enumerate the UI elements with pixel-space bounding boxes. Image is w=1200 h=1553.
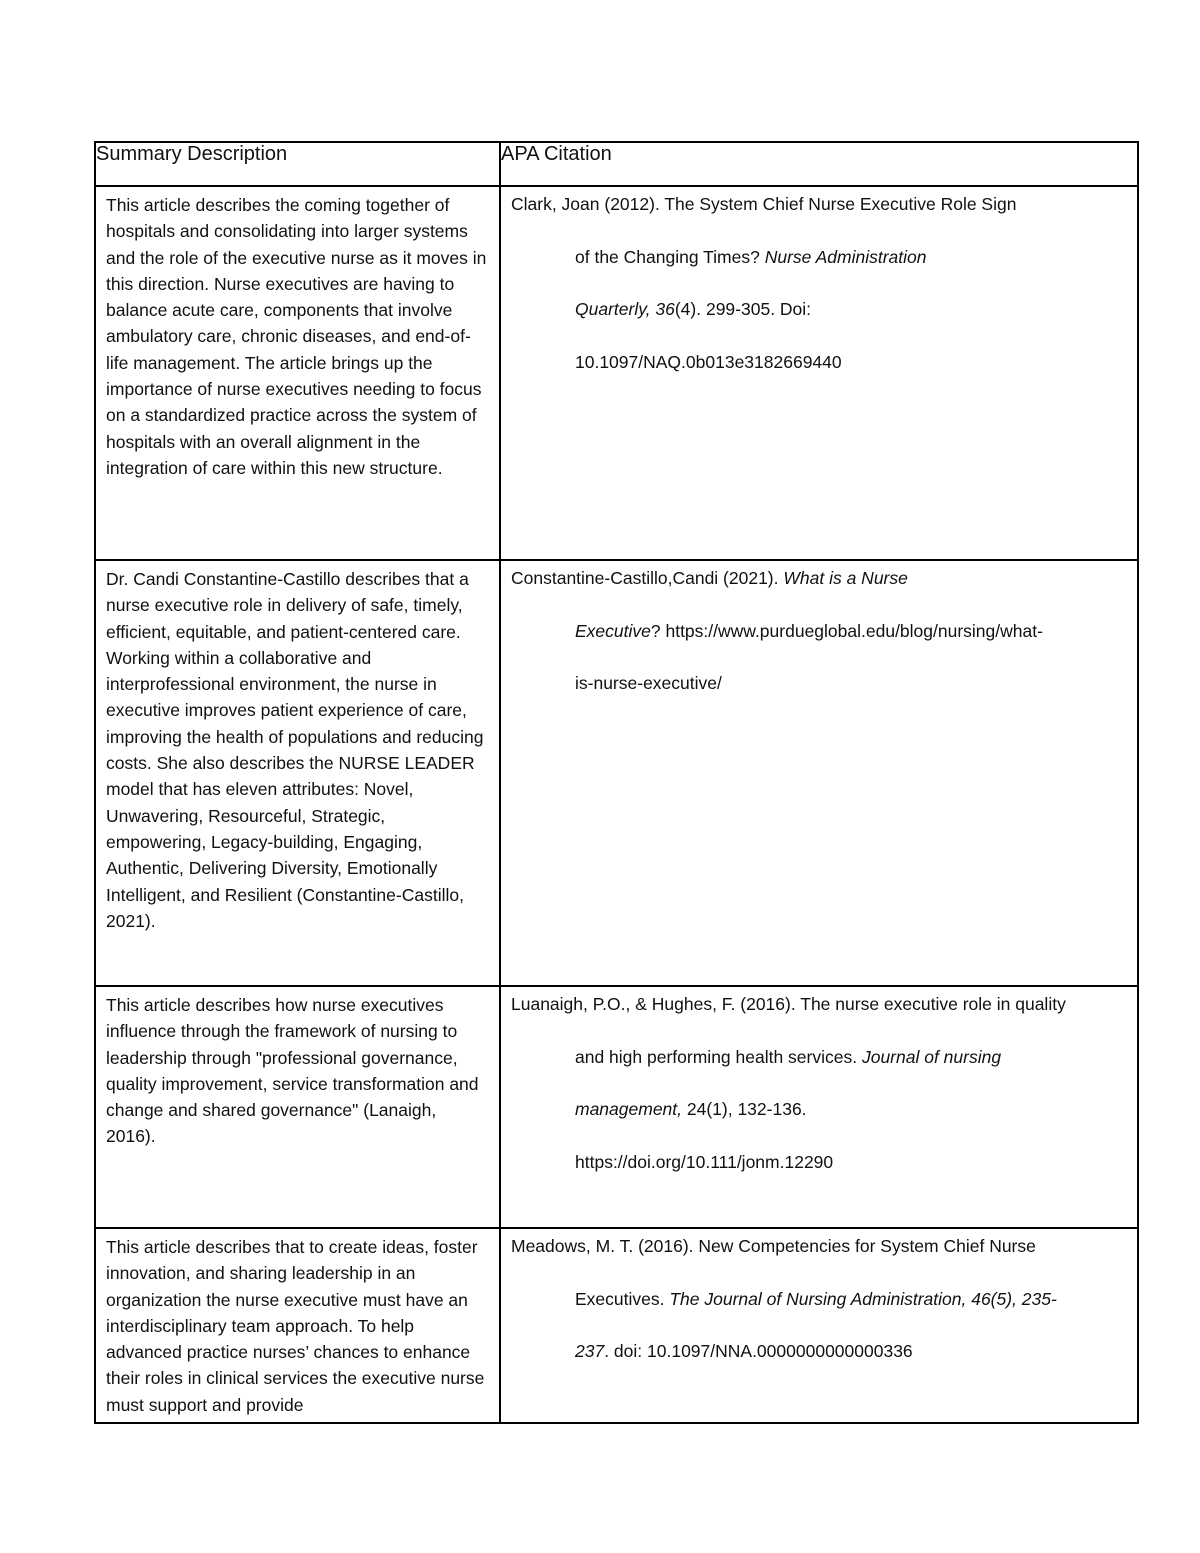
citation-url: is-nurse-executive/ bbox=[575, 673, 722, 693]
summary-cell bbox=[95, 186, 500, 560]
citation-line: Executive? https://www.purdueglobal.edu/blog/nursing/what- bbox=[575, 620, 1043, 641]
citation-line: Quarterly, 36(4). 299-305. Doi: bbox=[575, 299, 812, 319]
citation-cell bbox=[500, 560, 1138, 986]
citation-text bbox=[501, 1220, 1137, 1378]
summary-text: This article describes the coming together of hospitals and consolidating into larger systems and the role of the executive nurse as it moves in this direction. Nurse executives are having to balance acute care, components that involve ambulatory care, chronic diseases, and end-of-life management. The article brings up the importance of nurse executives needing to focus on a standardized practice across the system of hospitals with an overall alignment in the integration of care within this new structure. bbox=[106, 195, 487, 478]
citation-text bbox=[501, 178, 1137, 388]
table-row bbox=[95, 560, 1138, 986]
citation-text bbox=[501, 552, 1137, 710]
citation-text bbox=[501, 978, 1137, 1188]
citation-cell bbox=[500, 1228, 1138, 1423]
table-row bbox=[95, 1228, 1138, 1423]
citation-line: Luanaigh, P.O., & Hughes, F. (2016). The nurse executive role in quality bbox=[511, 994, 1066, 1014]
summary-cell bbox=[95, 1228, 500, 1423]
table-row bbox=[95, 186, 1138, 560]
citation-doi: 10.1097/NAQ.0b013e3182669440 bbox=[575, 351, 842, 372]
summary-cell bbox=[95, 560, 500, 986]
citation-cell bbox=[500, 186, 1138, 560]
citation-line: and high performing health services. Journal of nursing bbox=[575, 1046, 1002, 1067]
table-row bbox=[95, 986, 1138, 1228]
header-summary-description: Summary Description bbox=[95, 142, 500, 186]
summary-text: This article describes how nurse executives influence through the framework of nursing to leadership through "professional governance, quality improvement, service transformation and change and shared governance" (Lanaigh, 2016). bbox=[106, 995, 479, 1147]
citation-line: Constantine-Castillo,Candi (2021). What is a Nurse bbox=[511, 568, 908, 588]
summary-text: Dr. Candi Constantine-Castillo describes that a nurse executive role in delivery of safe, timely, efficient, equitable, and patient-centered care. Working within a collaborative and interprofessional environment, the nurse in executive improves patient experience of care, improving the health of populations and reducing costs. She also describes the NURSE LEADER model that has eleven attributes: Novel, Unwavering, Resourceful, Strategic, empowering, Legacy-building, Engaging, Authentic, Delivering Diversity, Emotionally Intelligent, and Resilient (Constantine-Castillo, 2021). bbox=[106, 569, 484, 931]
literature-table bbox=[94, 141, 1139, 1424]
citation-line: Meadows, M. T. (2016). New Competencies for System Chief Nurse bbox=[511, 1236, 1036, 1256]
summary-cell bbox=[95, 986, 500, 1228]
summary-text: This article describes that to create ideas, foster innovation, and sharing leadership in an organization the nurse executive must have an interdisciplinary team approach. To help advanced practice nurses’ chances to enhance their roles in clinical services the executive nurse must support and provide bbox=[106, 1237, 485, 1415]
citation-line: 237. doi: 10.1097/NNA.0000000000000336 bbox=[575, 1341, 913, 1361]
citation-cell bbox=[500, 986, 1138, 1228]
citation-line: Clark, Joan (2012). The System Chief Nurse Executive Role Sign bbox=[511, 194, 1017, 214]
citation-line: of the Changing Times? Nurse Administration bbox=[575, 246, 927, 267]
citation-line: management, 24(1), 132-136. bbox=[575, 1099, 807, 1119]
citation-line: Executives. The Journal of Nursing Administration, 46(5), 235- bbox=[575, 1288, 1057, 1309]
citation-doi: https://doi.org/10.111/jonm.12290 bbox=[575, 1151, 834, 1172]
header-apa-citation: APA Citation bbox=[500, 142, 1138, 186]
